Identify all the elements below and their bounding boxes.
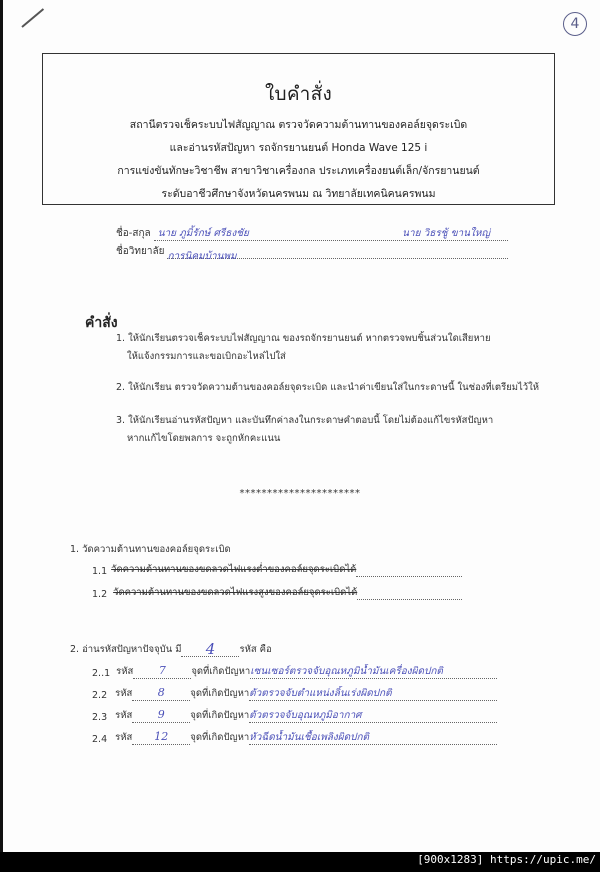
instructions-title: คำสั่ง [85,315,118,331]
q2-row-3 [92,708,497,723]
q2-row-1 [92,664,497,679]
code-field[interactable] [132,730,190,745]
code-value: 9 [157,708,165,721]
q2-row-num: 2.4 [92,734,108,745]
problem-field[interactable] [249,730,497,745]
scan-edge [0,0,3,852]
instruction-text: หากแก้ไขโดยพลการ จะถูกหักคะแนน [127,433,281,444]
problem-field[interactable] [249,708,497,723]
problem-label: จุดที่เกิดปัญหา [190,688,250,699]
code-label: รหัส [115,732,133,743]
q1-item-2 [92,585,462,600]
image-host-watermark: [900x1283] https://upic.me/ [417,853,596,866]
q1-title: 1. วัดความต้านทานของคอล์ยจุดระเบิด [70,544,231,555]
problem-label: จุดที่เกิดปัญหา [190,710,250,721]
problem-label: จุดที่เกิดปัญหา [191,666,251,677]
q1-answer-field-2[interactable] [357,588,462,600]
college-value: การนิคมบ้านพม [167,251,237,262]
name-label: ชื่อ-สกุล [116,228,151,239]
problem-value: หัวฉีดน้ำมันเชื้อเพลิงผิดปกติ [249,732,370,743]
q1-item-num: 1.1 [92,566,108,577]
q1-item-text: วัดความต้านทานของขดลวดไฟแรงต่ำของคอล์ยจุดระเบิดได้ [111,564,357,575]
name-value-2: นาย วิธรชู้ ขานใหญ่ [402,228,490,239]
student-name-row [116,226,508,241]
problem-value: ตัวตรวจจับตำแหน่งลิ้นเร่งผิดปกติ [249,688,392,699]
q2-suffix: รหัส คือ [239,644,272,655]
code-field[interactable] [132,686,190,701]
instruction-text: ให้แจ้งกรรมการและขอเบิกอะไหล่ไปใส่ [127,351,286,362]
q1-item-num: 1.2 [92,589,108,600]
instruction-text: 2. ให้นักเรียน ตรวจวัดความต้านของคอล์ยจุดระเบิด และนำค่าเขียนใส่ในกระดาษนี้ ในช่องที่เตรียมไว้ให้ [116,382,540,393]
q1-answer-field-1[interactable] [356,565,462,577]
code-field[interactable] [132,708,190,723]
code-label: รหัส [116,666,134,677]
q2-count-value: 4 [205,640,216,658]
q2-row-num: 2..1 [92,668,111,679]
q2-row-2 [92,686,497,701]
instruction-text: 3. ให้นักเรียนอ่านรหัสปัญหา และบันทึกค่าลงในกระดาษคำตอบนี้ โดยไม่ต้องแก้ไขรหัสปัญหา [116,415,494,426]
college-field[interactable] [167,244,508,262]
college-row [116,244,508,262]
q2-prefix: 2. อ่านรหัสปัญหาปัจจุบัน มี [70,644,182,655]
code-value: 8 [157,686,165,699]
pen-mark [21,8,44,28]
header-line: สถานีตรวจเช็คระบบไฟสัญญาณ ตรวจวัดความต้านทานของคอล์ยจุดระเบิด [129,119,468,131]
q1-item-1 [92,562,462,577]
code-value: 12 [154,730,169,743]
code-value: 7 [158,664,166,677]
instruction-text: 1. ให้นักเรียนตรวจเช็คระบบไฟสัญญาณ ของรถจักรยานยนต์ หากตรวจพบชิ้นส่วนใดเสียหาย [116,333,491,344]
problem-label: จุดที่เกิดปัญหา [190,732,250,743]
header-line: ระดับอาชีวศึกษาจังหวัดนครพนม ณ วิทยาลัยเทคนิคนครพนม [161,188,436,200]
q2-row-num: 2.3 [92,712,108,723]
instruction-1 [116,330,491,366]
code-label: รหัส [115,688,133,699]
header-line: และอ่านรหัสปัญหา รถจักรยานยนต์ Honda Wave 125 i [169,142,428,154]
problem-field[interactable] [250,664,497,679]
page-number-badge: 4 [563,12,587,36]
separator: ********************** [239,488,361,499]
instruction-3 [116,412,493,448]
problem-value: เซนเซอร์ตรวจจับอุณหภูมิน้ำมันเครื่องผิดปกติ [250,666,443,677]
name-field[interactable] [154,226,508,241]
q2-row-num: 2.2 [92,690,108,701]
name-value-1: นาย ภูมิ้รักษ์ ศรีธงชัย [157,228,249,239]
q2-row-4 [92,730,497,745]
college-label: ชื่อวิทยาลัย [116,246,165,257]
header-box [42,53,555,205]
document-title: ใบคำสั่ง [264,83,333,105]
code-label: รหัส [115,710,133,721]
code-field[interactable] [133,664,191,679]
header-line: การแข่งขันทักษะวิชาชีพ สาขาวิชาเครื่องกล ประเภทเครื่องยนต์เล็ก/จักรยานยนต์ [117,165,480,177]
q2-header [70,640,272,657]
problem-field[interactable] [249,686,497,701]
q2-count-field[interactable] [181,640,239,657]
problem-value: ตัวตรวจจับอุณหภูมิอากาศ [249,710,362,721]
q1-item-text: วัดความต้านทานของขดลวดไฟแรงสูงของคอล์ยจุดระเบิดได้ [113,587,358,598]
instruction-2 [116,379,539,397]
